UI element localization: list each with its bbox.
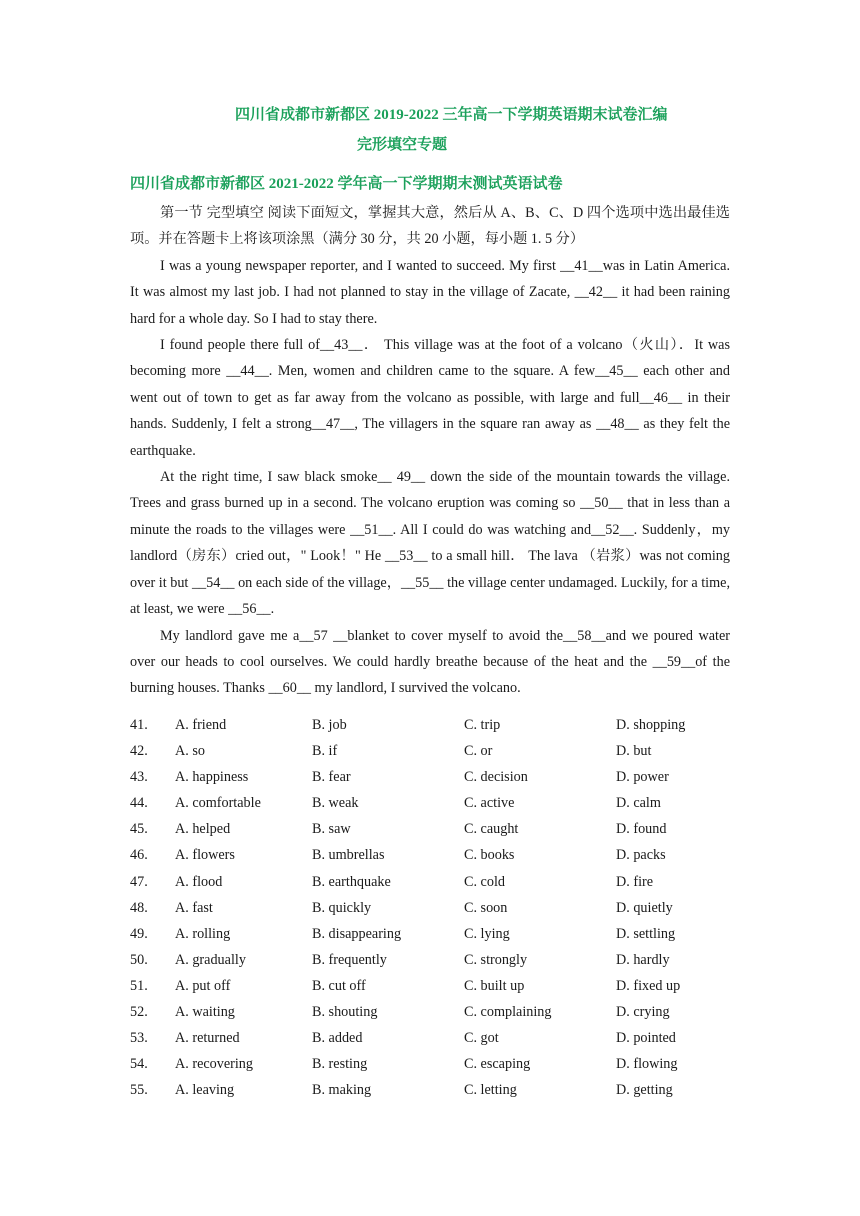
option-b: B. earthquake	[312, 873, 391, 890]
option-d: D. fire	[616, 873, 654, 890]
passage	[130, 200, 730, 702]
option-d: D. fixed up	[616, 977, 681, 994]
option-b: B. shouting	[312, 1004, 378, 1021]
option-b: B. umbrellas	[312, 847, 385, 864]
document-subtitle: 完形填空专题	[357, 137, 448, 153]
option-a: A. so	[175, 743, 205, 760]
option-b: B. if	[312, 743, 338, 760]
question-row	[130, 1025, 730, 1051]
question-number: 54.	[130, 1056, 148, 1073]
option-c: C. built up	[464, 977, 525, 994]
question-row	[130, 842, 730, 868]
option-b: B. added	[312, 1030, 363, 1047]
option-d: D. shopping	[616, 717, 686, 733]
option-b: B. disappearing	[312, 925, 402, 942]
option-d: D. pointed	[616, 1030, 676, 1047]
option-b: B. frequently	[312, 951, 387, 968]
question-row	[130, 869, 730, 895]
option-a: A. waiting	[175, 1004, 235, 1021]
passage-paragraph: I was a young newspaper reporter, and I wanted to succeed. My first __41__was in Latin America. It was almost my last job. I had not planned to stay in the village of Zacate, __42__ it had been raining hard for a whole day. So I had to stay there.	[130, 257, 730, 327]
question-number: 46.	[130, 847, 148, 864]
option-d: D. packs	[616, 847, 666, 864]
option-a: A. fast	[175, 899, 213, 916]
option-b: B. quickly	[312, 899, 372, 916]
option-a: A. recovering	[175, 1056, 253, 1073]
option-d: D. crying	[616, 1004, 670, 1021]
option-a: A. helped	[175, 821, 231, 838]
question-number: 43.	[130, 769, 148, 786]
option-b: B. making	[312, 1082, 372, 1099]
option-a: A. happiness	[175, 769, 249, 786]
question-row	[130, 1051, 730, 1077]
option-d: D. getting	[616, 1082, 673, 1099]
passage-paragraph: My landlord gave me a__57 __blanket to cover myself to avoid the__58__and we poured water over our heads to cool ourselves. We could hardly breathe because of the heat and the __59__of the burning houses. Thanks __60__ my landlord, I survived the volcano.	[130, 627, 730, 697]
options-list	[130, 712, 730, 1103]
option-c: C. caught	[464, 821, 519, 838]
option-c: C. decision	[464, 769, 528, 786]
option-a: A. put off	[175, 977, 231, 994]
question-row	[130, 712, 730, 738]
question-number: 51.	[130, 977, 148, 994]
question-row	[130, 999, 730, 1025]
option-c: C. letting	[464, 1082, 517, 1099]
question-row	[130, 895, 730, 921]
question-number: 42.	[130, 743, 148, 760]
option-b: B. weak	[312, 795, 359, 812]
option-a: A. returned	[175, 1030, 240, 1047]
document-title: 四川省成都市新都区 2019-2022 三年高一下学期英语期末试卷汇编	[235, 107, 668, 123]
option-a: A. gradually	[175, 951, 246, 968]
option-b: B. fear	[312, 769, 351, 786]
question-row	[130, 973, 730, 999]
option-c: C. strongly	[464, 951, 528, 968]
option-a: A. leaving	[175, 1082, 235, 1099]
option-b: B. saw	[312, 821, 351, 838]
option-a: A. flowers	[175, 847, 235, 864]
question-row	[130, 816, 730, 842]
question-row	[130, 947, 730, 973]
option-d: D. found	[616, 821, 667, 838]
question-row	[130, 738, 730, 764]
option-b: B. resting	[312, 1056, 368, 1073]
question-row	[130, 921, 730, 947]
option-b: B. job	[312, 717, 347, 733]
passage-paragraph: I found people there full of__43__． This village was at the foot of a volcano（火山）．It was becoming more __44__. Men, women and children came to the square. A few__45__ each other and went out of town to get as far away from the volcano as possible, with large and full__46__ in their hands. Suddenly, I felt a strong__47__, The villagers in the square ran away as __48__ as they felt the earthquake.	[130, 337, 730, 459]
section-heading: 四川省成都市新都区 2021-2022 学年高一下学期期末测试英语试卷	[130, 176, 563, 192]
option-d: D. calm	[616, 795, 661, 812]
option-c: C. escaping	[464, 1056, 531, 1073]
option-a: A. friend	[175, 717, 227, 733]
question-row	[130, 764, 730, 790]
option-c: C. lying	[464, 925, 510, 942]
passage-paragraph: At the right time, I saw black smoke__ 49__ down the side of the mountain towards the village. Trees and grass burned up in a second. The volcano eruption was coming so __50__ that in less than a minute the roads to the villages were __51__. All I could do was watching and__52__. Suddenly，my landlord（房东）cried out，" Look！" He __53__ to a small hill． The lava （岩浆）was not coming over it but __54__ on each side of the village，__55__ the village center undamaged. Luckily, for a time, at least, we were __56__.	[130, 469, 730, 618]
option-c: C. books	[464, 847, 515, 864]
option-d: D. settling	[616, 925, 676, 942]
option-d: D. flowing	[616, 1056, 678, 1073]
question-number: 45.	[130, 821, 148, 838]
question-number: 53.	[130, 1030, 148, 1047]
question-number: 52.	[130, 1004, 148, 1021]
option-c: C. or	[464, 743, 493, 760]
option-c: C. active	[464, 795, 515, 812]
question-number: 49.	[130, 925, 148, 942]
option-d: D. but	[616, 743, 652, 760]
option-d: D. hardly	[616, 951, 670, 968]
option-c: C. trip	[464, 717, 501, 733]
question-row	[130, 790, 730, 816]
question-number: 48.	[130, 899, 148, 916]
option-d: D. quietly	[616, 899, 673, 916]
option-b: B. cut off	[312, 977, 366, 994]
option-a: A. comfortable	[175, 795, 261, 812]
option-d: D. power	[616, 769, 669, 786]
question-number: 41.	[130, 717, 148, 733]
option-c: C. soon	[464, 899, 508, 916]
option-a: A. rolling	[175, 925, 231, 942]
instructions-paragraph: 第一节 完型填空 阅读下面短文，掌握其大意，然后从 A、B、C、D 四个选项中选出最佳选项。并在答题卡上将该项涂黑（满分 30 分，共 20 小题，每小题 1. 5 分）	[130, 205, 730, 248]
question-number: 50.	[130, 951, 148, 968]
option-a: A. flood	[175, 873, 223, 890]
option-c: C. got	[464, 1030, 499, 1047]
question-number: 47.	[130, 873, 148, 890]
question-row	[130, 1077, 730, 1103]
question-number: 44.	[130, 795, 148, 812]
option-c: C. cold	[464, 873, 505, 890]
option-c: C. complaining	[464, 1004, 552, 1021]
question-number: 55.	[130, 1082, 148, 1099]
